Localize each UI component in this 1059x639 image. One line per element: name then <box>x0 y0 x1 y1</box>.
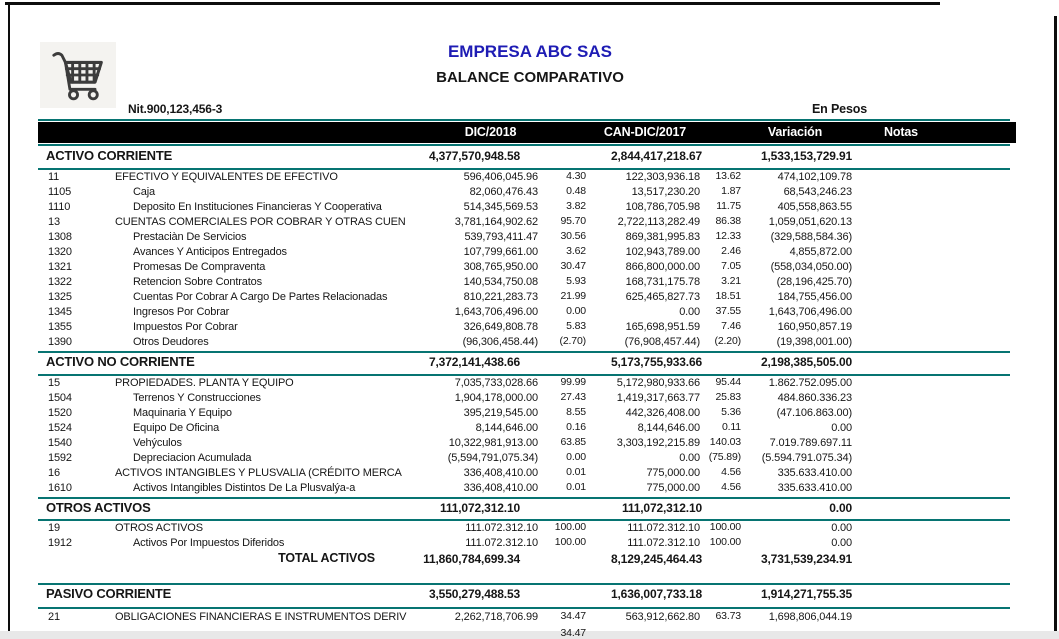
account-description: Equipo De Oficina <box>133 422 220 434</box>
pct-can-dic2017: 0.11 <box>721 421 741 433</box>
value-dic2018: 111.072.312.10 <box>465 522 538 534</box>
account-code: 19 <box>48 522 60 534</box>
pct-dic2018: 0.16 <box>566 421 586 433</box>
account-description: ACTIVOS INTANGIBLES Y PLUSVALIA (CRÉDITO MERCA <box>115 467 402 479</box>
value-can-dic2017: 168,731,175.78 <box>625 276 700 288</box>
total-activos-variacion: 3,731,539,234.91 <box>760 552 852 566</box>
pct-dic2018: 4.30 <box>566 170 586 182</box>
value-dic2018: 596,406,045.96 <box>463 171 538 183</box>
pct-dic2018: 30.56 <box>560 230 586 242</box>
section-divider <box>38 497 1010 499</box>
account-description: Cuentas Por Cobrar A Cargo De Partes Relacionadas <box>133 291 388 303</box>
table-row <box>38 482 1016 497</box>
pct-dic2018: 0.01 <box>566 481 586 493</box>
column-header-variacion: Variación <box>767 125 823 139</box>
value-can-dic2017: 5,172,980,933.66 <box>616 377 700 389</box>
account-description: Deposito En Instituciones Financieras Y Cooperativa <box>133 201 382 213</box>
section-total-variacion: 2,198,385,505.00 <box>760 355 852 369</box>
section-total-dic2018: 7,372,141,438.66 <box>428 355 520 369</box>
account-description: Avances Y Anticipos Entregados <box>133 246 287 258</box>
value-dic2018: 514,345,569.53 <box>463 201 538 213</box>
value-can-dic2017: 775,000.00 <box>646 467 700 479</box>
account-code: 1345 <box>48 306 72 318</box>
value-variacion: 4,855,872.00 <box>789 246 852 258</box>
value-dic2018: 1,904,178,000.00 <box>454 392 538 404</box>
pct-can-dic2017: 2.46 <box>721 245 741 257</box>
account-description: Retencion Sobre Contratos <box>133 276 262 288</box>
table-row <box>38 407 1016 422</box>
pct-can-dic2017: 7.05 <box>721 260 741 272</box>
account-description: PROPIEDADES. PLANTA Y EQUIPO <box>115 377 294 389</box>
pct-can-dic2017: 4.56 <box>721 466 741 478</box>
pct-can-dic2017: 12.33 <box>715 230 741 242</box>
table-row <box>38 261 1016 276</box>
value-dic2018: 539,793,411.47 <box>464 231 538 243</box>
value-variacion: 1,059,051,620.13 <box>768 216 852 228</box>
value-variacion: (329,588,584.36) <box>770 231 852 243</box>
account-code: 21 <box>48 611 60 623</box>
account-code: 1320 <box>48 246 72 258</box>
pct-can-dic2017: 140.03 <box>709 436 741 448</box>
value-can-dic2017: 3,303,192,215.89 <box>616 437 700 449</box>
value-variacion: 184,755,456.00 <box>777 291 852 303</box>
account-code: 1355 <box>48 321 72 333</box>
value-can-dic2017: 111.072.312.10 <box>627 522 700 534</box>
table-row <box>38 171 1016 186</box>
value-variacion: (28,196,425.70) <box>776 276 852 288</box>
value-can-dic2017: 442,326,408.00 <box>625 407 700 419</box>
account-description: Depreciacion Acumulada <box>133 452 252 464</box>
pct-can-dic2017: (2.20) <box>714 335 741 347</box>
value-dic2018: 336,408,410.00 <box>463 482 538 494</box>
pct-can-dic2017: 37.55 <box>715 305 741 317</box>
total-activos-dic2018: 11,860,784,699.34 <box>423 552 520 566</box>
account-description: Prestaciàn De Servicios <box>133 231 247 243</box>
pct-can-dic2017: 25.83 <box>715 391 741 403</box>
table-row <box>38 392 1016 407</box>
section-total-variacion: 1,533,153,729.91 <box>760 149 852 163</box>
pct-can-dic2017: 86.38 <box>715 215 741 227</box>
value-can-dic2017: 625,465,827.73 <box>625 291 700 303</box>
pct-can-dic2017: (75.89) <box>708 451 741 463</box>
account-code: 1325 <box>48 291 72 303</box>
section-total-can-dic2017: 111,072,312.10 <box>622 501 702 515</box>
account-code: 1610 <box>48 482 72 494</box>
value-can-dic2017: 102,943,789.00 <box>625 246 700 258</box>
table-row <box>38 321 1016 336</box>
section-total-can-dic2017: 5,173,755,933.66 <box>610 355 702 369</box>
account-description: CUENTAS COMERCIALES POR COBRAR Y OTRAS CUEN <box>115 216 406 228</box>
value-variacion: 335.633.410.00 <box>777 467 852 479</box>
section-total-can-dic2017: 1,636,007,733.18 <box>610 587 702 601</box>
account-code: 1912 <box>48 536 72 549</box>
value-can-dic2017: 1,419,317,663.77 <box>616 392 700 404</box>
account-description: Terrenos Y Construcciones <box>133 392 261 404</box>
account-description: Activos Intangibles Distintos De La Plusvalýa-a <box>133 482 356 494</box>
value-dic2018: (96,306,458.44) <box>462 336 538 348</box>
value-variacion: 1,698,806,044.19 <box>768 611 852 623</box>
value-variacion: 7.019.789.697.11 <box>769 437 852 449</box>
section-divider <box>38 374 1010 376</box>
total-activos-label: TOTAL ACTIVOS <box>278 551 375 565</box>
value-can-dic2017: 108,786,705.98 <box>625 201 700 213</box>
table-row <box>38 377 1016 392</box>
value-variacion: 405,558,863.55 <box>777 201 852 213</box>
pct-can-dic2017: 4.56 <box>721 481 741 493</box>
value-can-dic2017: 8,144,646.00 <box>637 422 700 434</box>
pct-dic2018: 0.00 <box>566 305 586 317</box>
value-variacion: (19,398,001.00) <box>776 336 852 348</box>
pct-can-dic2017: 100.00 <box>709 535 741 548</box>
page-border-right <box>1054 16 1057 631</box>
section-total-dic2018: 3,550,279,488.53 <box>428 587 520 601</box>
table-row <box>38 611 1016 626</box>
section-divider <box>38 583 1010 585</box>
value-can-dic2017: 13,517,230.20 <box>631 186 700 198</box>
pct-dic2018: 100.00 <box>554 535 586 548</box>
table-row <box>38 336 1016 351</box>
pct-dic2018: 21.99 <box>560 290 586 302</box>
account-code: 15 <box>48 377 60 389</box>
value-variacion: 68,543,246.23 <box>783 186 852 198</box>
page-border-left <box>8 2 10 631</box>
account-code: 1321 <box>48 261 72 273</box>
section-title: PASIVO CORRIENTE <box>46 586 172 601</box>
pct-dic2018: 3.82 <box>566 200 586 212</box>
table-row <box>38 246 1016 261</box>
table-row <box>38 216 1016 231</box>
value-can-dic2017: 111.072.312.10 <box>627 536 700 549</box>
account-code: 16 <box>48 467 60 479</box>
section-title: ACTIVO CORRIENTE <box>46 148 173 163</box>
pct-dic2018: (2.70) <box>559 335 586 347</box>
account-description: Impuestos Por Cobrar <box>133 321 238 333</box>
pct-can-dic2017: 18.51 <box>715 290 741 302</box>
section-total-dic2018: 111,072,312.10 <box>440 501 520 515</box>
account-code: 1322 <box>48 276 72 288</box>
value-dic2018: 10,322,981,913.00 <box>448 437 538 449</box>
value-variacion: 0.00 <box>831 522 852 534</box>
pct-dic2018: 27.43 <box>560 391 586 403</box>
account-description: Promesas De Compraventa <box>133 261 266 273</box>
section-divider <box>38 607 1010 609</box>
value-dic2018: 308,765,950.00 <box>463 261 538 273</box>
account-code: 1524 <box>48 422 72 434</box>
value-dic2018: 395,219,545.00 <box>463 407 538 419</box>
value-dic2018: 82,060,476.43 <box>469 186 538 198</box>
table-row <box>38 306 1016 321</box>
table-row <box>38 437 1016 452</box>
pct-dic2018: 63.85 <box>560 436 586 448</box>
section-total-variacion: 0.00 <box>829 501 852 515</box>
value-variacion: (558,034,050.00) <box>770 261 852 273</box>
value-can-dic2017: 563,912,662.80 <box>625 611 700 623</box>
table-row <box>38 537 1016 552</box>
pct-can-dic2017: 13.62 <box>715 170 741 182</box>
value-can-dic2017: 775,000.00 <box>646 482 700 494</box>
value-variacion: 1,643,706,496.00 <box>768 306 852 318</box>
table-row <box>38 467 1016 482</box>
section-title: ACTIVO NO CORRIENTE <box>46 354 195 369</box>
value-can-dic2017: 866,800,000.00 <box>625 261 700 273</box>
pct-dic2018: 8.55 <box>566 406 586 418</box>
value-can-dic2017: 165,698,951.59 <box>625 321 700 333</box>
value-dic2018: 8,144,646.00 <box>475 422 538 434</box>
value-dic2018: 7,035,733,028.66 <box>454 377 538 389</box>
account-code: 1105 <box>48 186 72 198</box>
value-dic2018: 111.072.312.10 <box>465 536 538 549</box>
pct-dic2018: 5.93 <box>566 275 586 287</box>
company-nit: Nit.900,123,456-3 <box>128 102 223 116</box>
account-description: Otros Deudores <box>133 336 209 348</box>
table-row <box>38 276 1016 291</box>
pct-dic2018-partial: 34.47 <box>560 627 586 639</box>
value-variacion: 0.00 <box>831 422 852 434</box>
value-dic2018: 3,781,164,902.62 <box>454 216 538 228</box>
pct-can-dic2017: 3.21 <box>721 275 741 287</box>
table-row <box>38 186 1016 201</box>
value-can-dic2017: 2,722,113,282.49 <box>617 216 700 228</box>
account-code: 1520 <box>48 407 72 419</box>
pct-dic2018: 100.00 <box>554 521 586 533</box>
pct-can-dic2017: 1.87 <box>721 185 741 197</box>
pct-dic2018: 0.48 <box>566 185 586 197</box>
account-code: 1592 <box>48 452 72 464</box>
pct-can-dic2017: 7.46 <box>721 320 741 332</box>
account-description: Ingresos Por Cobrar <box>133 306 230 318</box>
section-total-variacion: 1,914,271,755.35 <box>760 587 852 601</box>
account-code: 1390 <box>48 336 72 348</box>
value-can-dic2017: 0.00 <box>679 306 700 318</box>
value-can-dic2017: 0.00 <box>679 452 700 464</box>
account-description: OTROS ACTIVOS <box>115 522 203 534</box>
account-code: 13 <box>48 216 60 228</box>
table-row <box>38 422 1016 437</box>
section-divider <box>38 519 1010 521</box>
account-description: Caja <box>133 186 156 198</box>
pct-dic2018: 0.01 <box>566 466 586 478</box>
value-variacion: 335.633.410.00 <box>777 482 852 494</box>
section-total-dic2018: 4,377,570,948.58 <box>428 149 520 163</box>
value-variacion: (5.594.791.075.34) <box>761 452 852 464</box>
pct-dic2018: 34.47 <box>560 610 586 622</box>
column-header-notas: Notas <box>884 125 918 139</box>
table-row <box>38 201 1016 216</box>
account-description: OBLIGACIONES FINANCIERAS E INSTRUMENTOS DERIV <box>115 611 407 623</box>
account-description: EFECTIVO Y EQUIVALENTES DE EFECTIVO <box>115 171 338 183</box>
column-header-dic2018: DIC/2018 <box>464 125 517 139</box>
value-can-dic2017: 122,303,936.18 <box>625 171 700 183</box>
section-total-can-dic2017: 2,844,417,218.67 <box>610 149 702 163</box>
value-variacion: 0.00 <box>831 536 852 549</box>
account-code: 11 <box>48 171 60 183</box>
value-variacion: 474,102,109.78 <box>777 171 852 183</box>
value-dic2018: 107,799,661.00 <box>463 246 538 258</box>
account-description: Vehýculos <box>133 437 182 449</box>
column-header-can-dic2017: CAN-DIC/2017 <box>603 125 687 139</box>
account-code: 1110 <box>48 201 71 213</box>
table-row <box>38 452 1016 467</box>
value-dic2018: 140,534,750.08 <box>463 276 538 288</box>
pct-dic2018: 30.47 <box>560 260 586 272</box>
report-title: BALANCE COMPARATIVO <box>436 69 624 86</box>
balance-table <box>38 0 1016 639</box>
value-can-dic2017: 869,381,995.83 <box>625 231 700 243</box>
pct-dic2018: 3.62 <box>566 245 586 257</box>
value-variacion: 160,950,857.19 <box>777 321 852 333</box>
currency-note: En Pesos <box>812 102 868 116</box>
account-description: Maquinaria Y Equipo <box>133 407 232 419</box>
account-code: 1308 <box>48 231 72 243</box>
pct-can-dic2017: 63.73 <box>715 610 741 622</box>
pct-dic2018: 5.83 <box>566 320 586 332</box>
table-row <box>38 231 1016 246</box>
pct-can-dic2017: 11.75 <box>716 200 741 212</box>
value-dic2018: 326,649,808.78 <box>463 321 538 333</box>
company-name: EMPRESA ABC SAS <box>447 42 613 61</box>
value-dic2018: 810,221,283.73 <box>463 291 538 303</box>
value-dic2018: 1,643,706,496.00 <box>454 306 538 318</box>
account-description: Activos Por Impuestos Diferidos <box>133 536 285 549</box>
pct-dic2018: 95.70 <box>560 215 586 227</box>
pct-can-dic2017: 100.00 <box>709 521 741 533</box>
value-dic2018: 2,262,718,706.99 <box>454 611 538 623</box>
value-variacion: 484.860.336.23 <box>777 392 852 404</box>
pct-dic2018: 0.00 <box>566 451 586 463</box>
pct-can-dic2017: 5.36 <box>721 406 741 418</box>
value-dic2018: 336,408,410.00 <box>463 467 538 479</box>
total-activos-can-dic2017: 8,129,245,464.43 <box>610 552 702 566</box>
value-variacion: (47.106.863.00) <box>776 407 852 419</box>
section-title: OTROS ACTIVOS <box>46 500 151 515</box>
section-divider <box>38 351 1010 353</box>
value-can-dic2017: (76,908,457.44) <box>624 336 700 348</box>
pct-dic2018: 99.99 <box>560 376 586 388</box>
value-variacion: 1.862.752.095.00 <box>768 377 852 389</box>
account-code: 1540 <box>48 437 72 449</box>
value-dic2018: (5,594,791,075.34) <box>447 452 538 464</box>
section-divider <box>38 168 1010 170</box>
pct-can-dic2017: 95.44 <box>715 376 741 388</box>
account-code: 1504 <box>48 392 72 404</box>
table-row <box>38 291 1016 306</box>
